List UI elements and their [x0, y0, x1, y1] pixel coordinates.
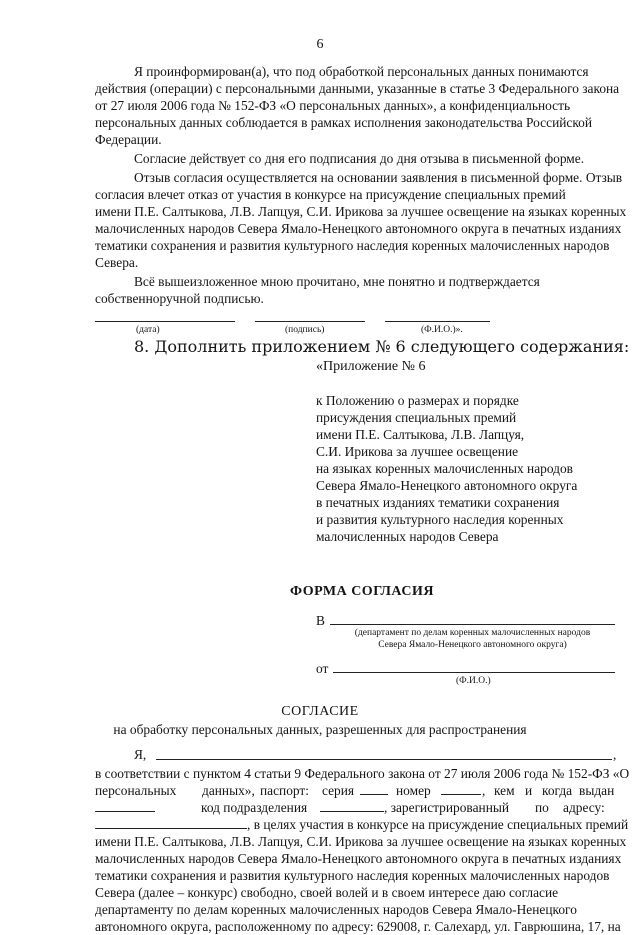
- fio-label: (Ф.И.О.)».: [421, 325, 463, 335]
- label-and: и: [525, 783, 533, 798]
- para-confirm-line-1: Всё вышеизложенное мною прочитано, мне понятно и подтверждается: [134, 274, 540, 289]
- para-informed-line-3: от 27 июля 2006 года № 152-ФЗ «О персональных данных», а конфиденциальность: [95, 98, 571, 113]
- label-registered: , зарегистрированный: [384, 800, 510, 815]
- label-division-code: код подразделения: [201, 800, 308, 815]
- appendix-ref-line-4: С.И. Ирикова за лучшее освещение: [316, 444, 519, 459]
- appendix-ref-line-3: имени П.Е. Салтыкова, Л.В. Лапцуя,: [316, 427, 525, 442]
- label-issued: выдан: [579, 783, 615, 798]
- label-address: адресу:: [563, 800, 605, 815]
- from-fio-line[interactable]: [333, 672, 615, 673]
- para-validity: Согласие действует со дня его подписания до дня отзыва в письменной форме.: [134, 151, 585, 166]
- para-informed-line-5: Федерации.: [95, 132, 162, 147]
- label-number: номер: [396, 783, 431, 798]
- address-field[interactable]: [95, 828, 247, 829]
- division-code-field[interactable]: [320, 811, 384, 812]
- appendix-ref-line-1: к Положению о размерах и порядке: [316, 393, 519, 408]
- appendix-ref-line-8: и развития культурного наследия коренных: [316, 512, 564, 527]
- page-number: 6: [316, 37, 324, 52]
- from-fio-hint: (Ф.И.О.): [456, 676, 491, 686]
- para-revoke-line-3: имени П.Е. Салтыкова, Л.В. Лапцуя, С.И. Ирикова за лучшее освещение на языках коренных: [95, 204, 627, 219]
- appendix-ref-line-2: присуждения специальных премий: [316, 410, 517, 425]
- label-passport: паспорт:: [260, 783, 310, 798]
- passport-series-field[interactable]: [360, 794, 388, 795]
- consent-body-line-4: , в целях участия в конкурсе на присуждение специальных премий: [247, 817, 629, 832]
- consent-subtitle: на обработку персональных данных, разрешенных для распространения: [113, 722, 527, 737]
- para-revoke-line-4: малочисленных народов Севера Ямало-Ненецкого автономного округа в печатных изданиях: [95, 221, 622, 236]
- passport-number-field[interactable]: [441, 794, 481, 795]
- consent-body-line-10: автономного округа, расположенному по адресу: 629008, г. Салехард, ул. Гаврюшина, 17, на: [95, 919, 621, 934]
- date-line[interactable]: [95, 321, 235, 322]
- para-confirm-line-2: собственноручной подписью.: [95, 291, 264, 306]
- para-revoke-line-5: тематики сохранения и развития культурного наследия коренных малочисленных народов: [95, 238, 610, 253]
- para-revoke-line-2: согласия влечет отказ от участия в конкурсе на присуждение специальных премий: [95, 187, 566, 202]
- label-comma: ,: [482, 783, 486, 798]
- department-hint-line-1: (департамент по делам коренных малочисленных народов: [354, 628, 591, 638]
- consent-body-line-9: департаменту по делам коренных малочисленных народов Севера Ямало-Ненецкого: [95, 902, 577, 917]
- label-series: серия: [322, 783, 355, 798]
- consent-body-line-8: Севера (далее – конкурс) свободно, своей волей и в своем интересе даю согласие: [95, 885, 559, 900]
- i-label: Я,: [134, 747, 147, 762]
- signature-label: (подпись): [285, 325, 325, 335]
- to-label: В: [316, 613, 325, 628]
- label-when: когда: [542, 783, 573, 798]
- appendix-ref-line-9: малочисленных народов Севера: [316, 529, 499, 544]
- department-line[interactable]: [330, 624, 615, 625]
- label-at: по: [535, 800, 549, 815]
- applicant-name-line[interactable]: [156, 759, 612, 760]
- consent-body-line-5: имени П.Е. Салтыкова, Л.В. Лапцуя, С.И. Ирикова за лучшее освещение на языках коренных: [95, 834, 627, 849]
- signature-line[interactable]: [255, 321, 365, 322]
- appendix-ref-line-7: в печатных изданиях тематики сохранения: [316, 495, 560, 510]
- para-informed-line-2: действия (операции) с персональными данными, указанные в статье 3 Федерального закона: [95, 81, 620, 96]
- para-revoke-line-6: Севера.: [95, 255, 139, 270]
- appendix-title: «Приложение № 6: [316, 359, 426, 374]
- label-data: данных»,: [202, 783, 255, 798]
- consent-body-line-1: в соответствии с пунктом 4 статьи 9 Федерального закона от 27 июля 2006 года № 152-ФЗ «О: [95, 766, 630, 781]
- date-label: (дата): [136, 325, 160, 335]
- department-hint-line-2: Севера Ямало-Ненецкого автономного округа): [378, 640, 567, 650]
- consent-title: СОГЛАСИЕ: [281, 704, 359, 719]
- consent-body-line-7: тематики сохранения и развития культурного наследия коренных малочисленных народов: [95, 868, 610, 883]
- para-informed-line-1: Я проинформирован(а), что под обработкой персональных данных понимаются: [134, 64, 589, 79]
- form-title: ФОРМА СОГЛАСИЯ: [290, 584, 434, 599]
- label-by-whom: кем: [494, 783, 515, 798]
- from-label: от: [316, 661, 329, 676]
- appendix-ref-line-6: Севера Ямало-Ненецкого автономного округа: [316, 478, 578, 493]
- para-revoke-line-1: Отзыв согласия осуществляется на основании заявления в письменной форме. Отзыв: [134, 170, 623, 185]
- fio-line[interactable]: [385, 321, 490, 322]
- item-8-heading: 8. Дополнить приложением № 6 следующего содержания:: [134, 337, 630, 356]
- para-informed-line-4: персональных данных соблюдается в рамках исполнения законодательства Российской: [95, 115, 593, 130]
- appendix-ref-line-5: на языках коренных малочисленных народов: [316, 461, 573, 476]
- consent-body-line-6: малочисленных народов Севера Ямало-Ненецкого автономного округа в печатных изданиях: [95, 851, 622, 866]
- applicant-name-comma: ,: [613, 747, 617, 762]
- label-personal: персональных: [95, 783, 177, 798]
- issued-by-field[interactable]: [95, 811, 155, 812]
